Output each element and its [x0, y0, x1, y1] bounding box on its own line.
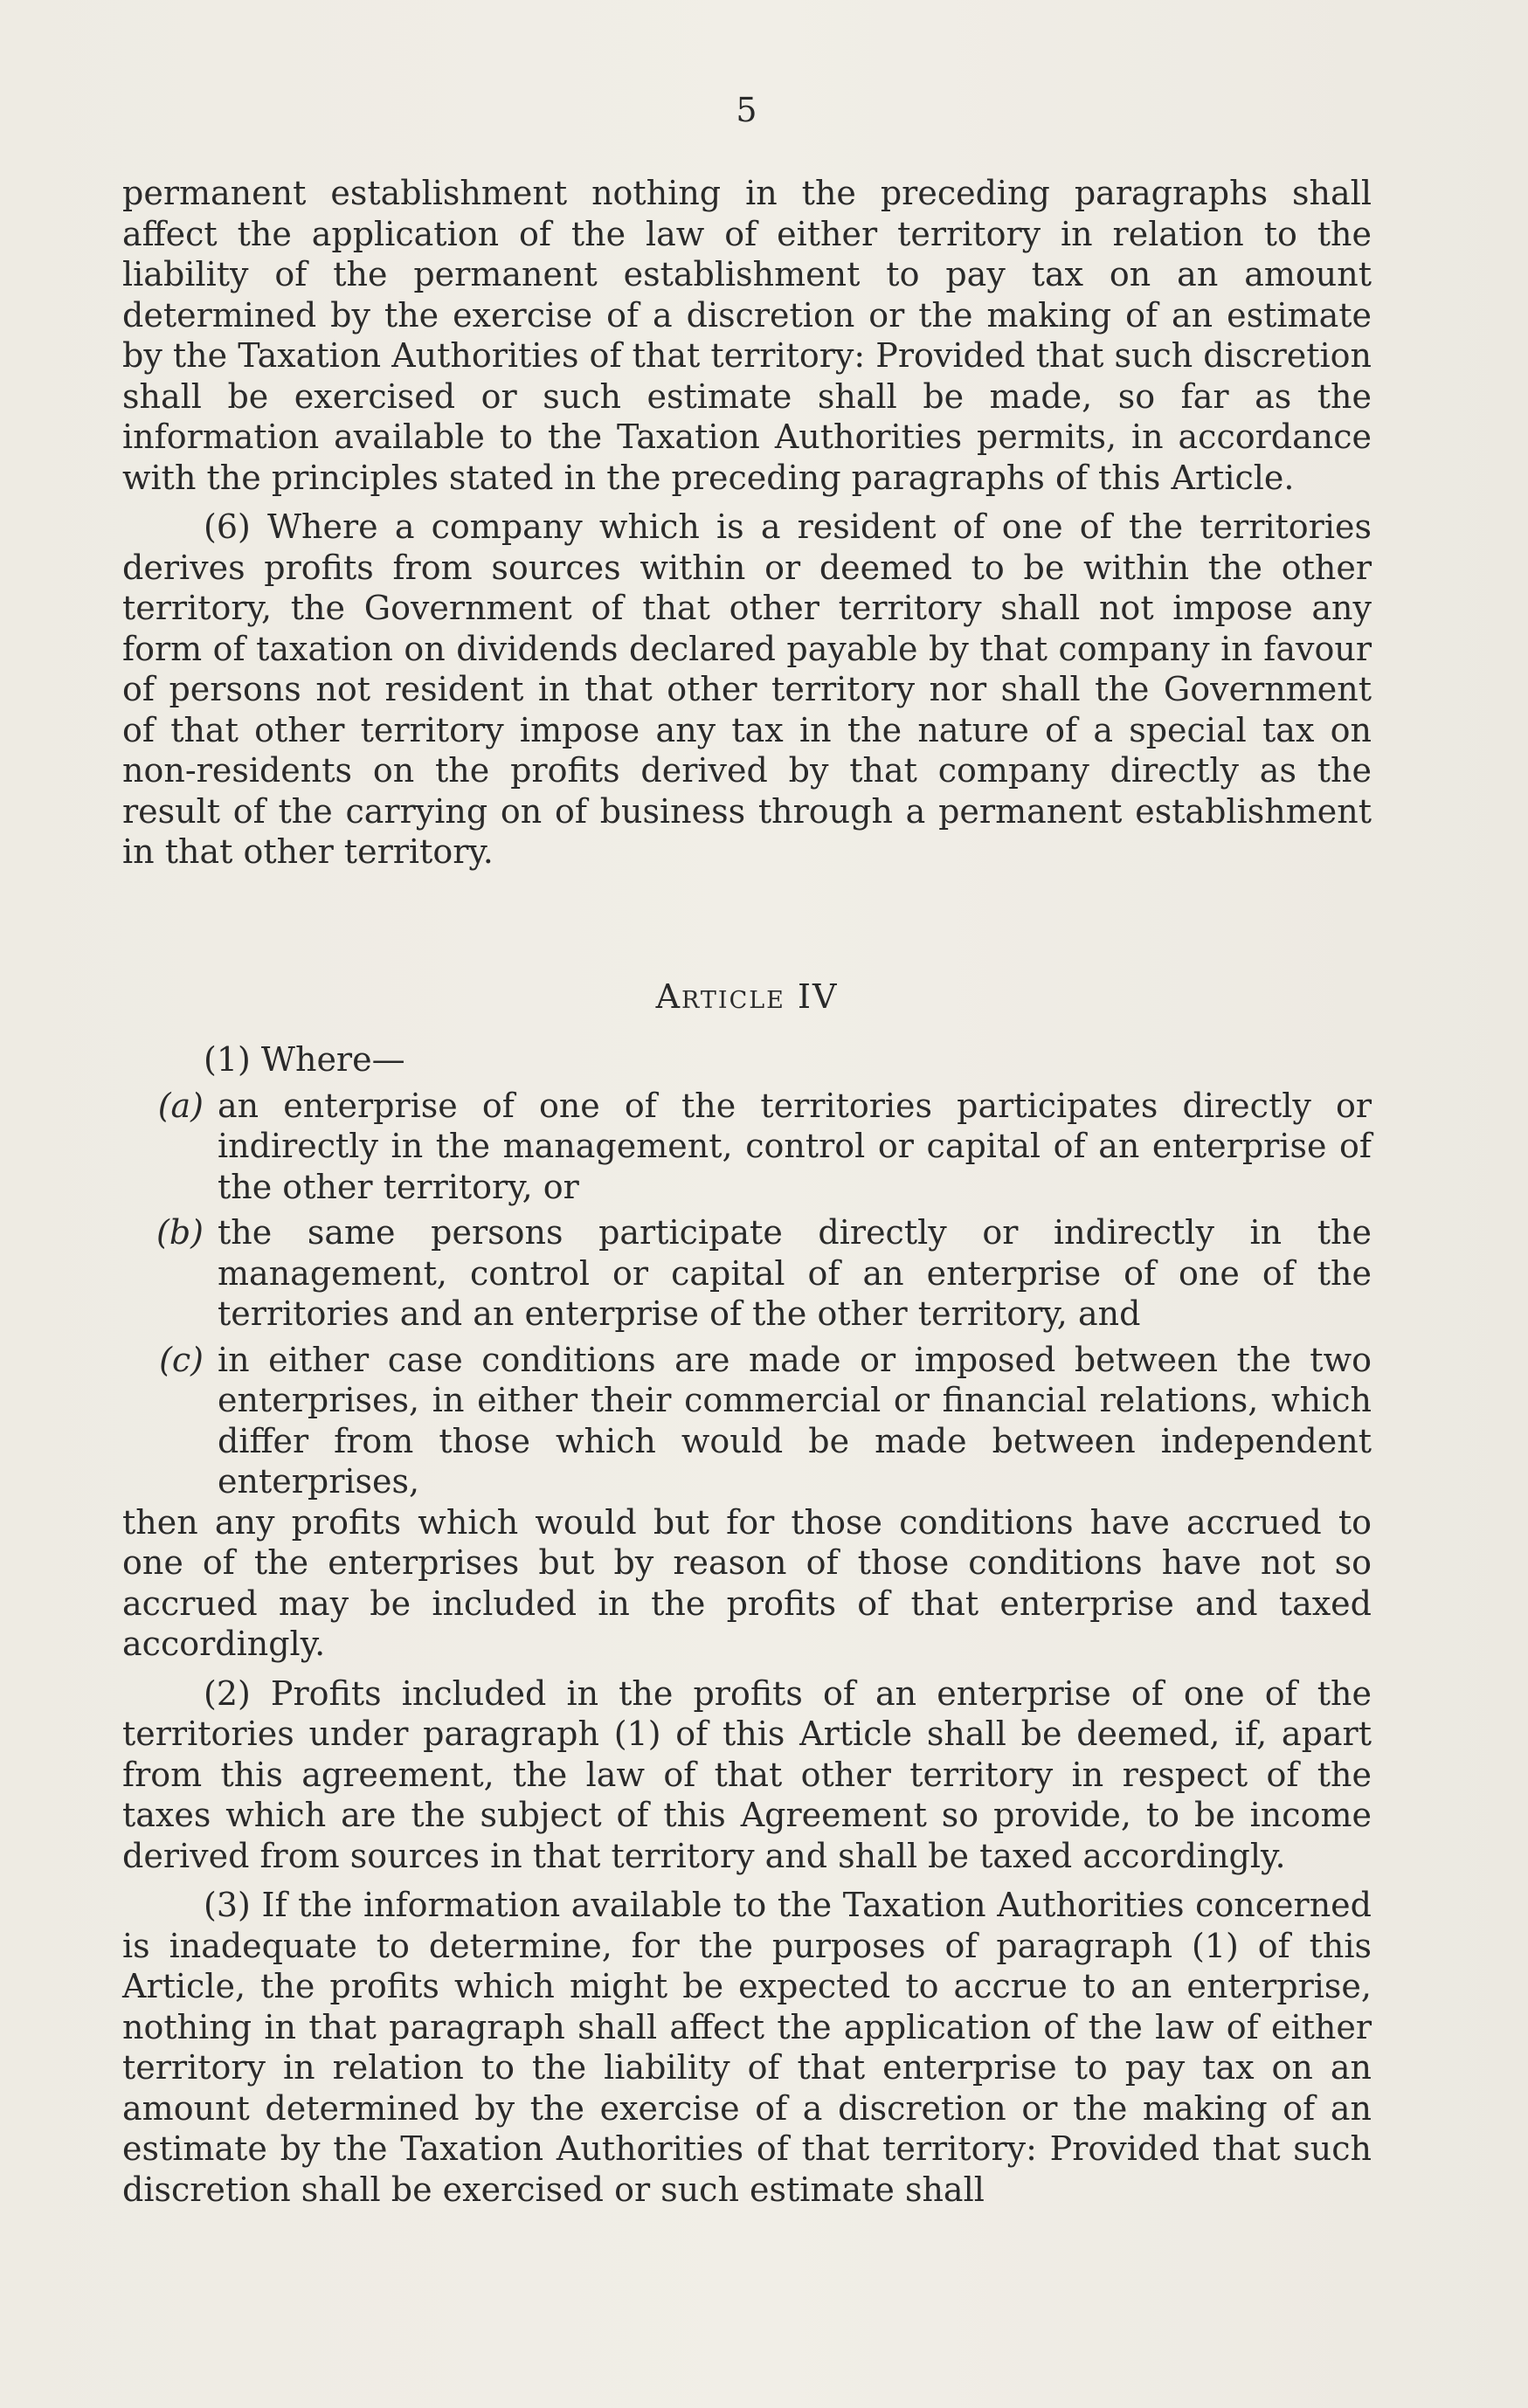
- item-text: in either case conditions are made or imposed between the two enterprises, in either their commercial or financial relations, which differ from those which would be made between independent enterprises,: [218, 1340, 1372, 1501]
- article-heading: Article IV: [655, 977, 839, 1016]
- item-text: an enterprise of one of the territories participates directly or indirectly in the management, control or capital of an enterprise of the other territory, or: [218, 1086, 1372, 1206]
- page-number: 5: [736, 91, 757, 129]
- article-iv-heading-block: [122, 976, 1372, 1018]
- paragraph-then: then any profits which would but for those conditions have accrued to one of the enterprises but by reason of those conditions have not so accrued may be included in the profits of that enterprise and taxed accordingly.: [122, 1502, 1372, 1663]
- item-label: (c): [159, 1340, 204, 1379]
- article-iii-continuation: [122, 173, 1372, 873]
- list-item: [122, 1212, 1372, 1335]
- item-text: the same persons participate directly or indirectly in the management, control or capital of an enterprise of one of the territories and an enterprise of the other territory, and: [218, 1213, 1372, 1333]
- item-label: (b): [156, 1213, 204, 1252]
- paragraph-2: (2) Profits included in the profits of an enterprise of one of the territories under paragraph (1) of this Article shall be deemed, if, apart from this agreement, the law of that other territory in respect of the taxes which are the subject of this Agreement so provide, to be income derived from sources in that territory and shall be taxed accordingly.: [122, 1673, 1372, 1875]
- item-label: (a): [157, 1086, 204, 1125]
- paragraph-6: (6) Where a company which is a resident of one of the territories derives profits from sources within or deemed to be within the other territory, the Government of that other territory shall not impose any form of taxation on dividends declared payable by that company in favour of persons not resident in that other territory nor shall the Government of that other territory impose any tax in the nature of a special tax on non-residents on the profits derived by that company directly as the result of the carrying on of business through a permanent establishment in that other territory.: [122, 507, 1372, 871]
- list-item: [122, 1340, 1372, 1502]
- list-item: [122, 1086, 1372, 1208]
- paragraph-3: (3) If the information available to the Taxation Authorities concerned is inadequate to determine, for the purposes of paragraph (1) of this Article, the profits which might be expected to accrue to an enterprise, nothing in that paragraph shall affect the application of the law of either territory in relation to the liability of that enterprise to pay tax on an amount determined by the exercise of a discretion or the making of an estimate by the Taxation Authorities of that territory: Provided that such discretion shall be exercised or such estimate shall: [122, 1886, 1372, 2209]
- paragraph-continuation: permanent establishment nothing in the preceding paragraphs shall affect the application of the law of either territory in relation to the liability of the permanent establishment to pay tax on an amount determined by the exercise of a discretion or the making of an estimate by the Taxation Authorities of that territory: Provided that such discretion shall be exercised or such estimate shall be made, so far as the information available to the Taxation Authorities permits, in accordance with the principles stated in the preceding paragraphs of this Article.: [122, 174, 1372, 497]
- paragraph-1-lead: (1) Where—: [204, 1040, 405, 1079]
- article-iv-body: [122, 1039, 1372, 2210]
